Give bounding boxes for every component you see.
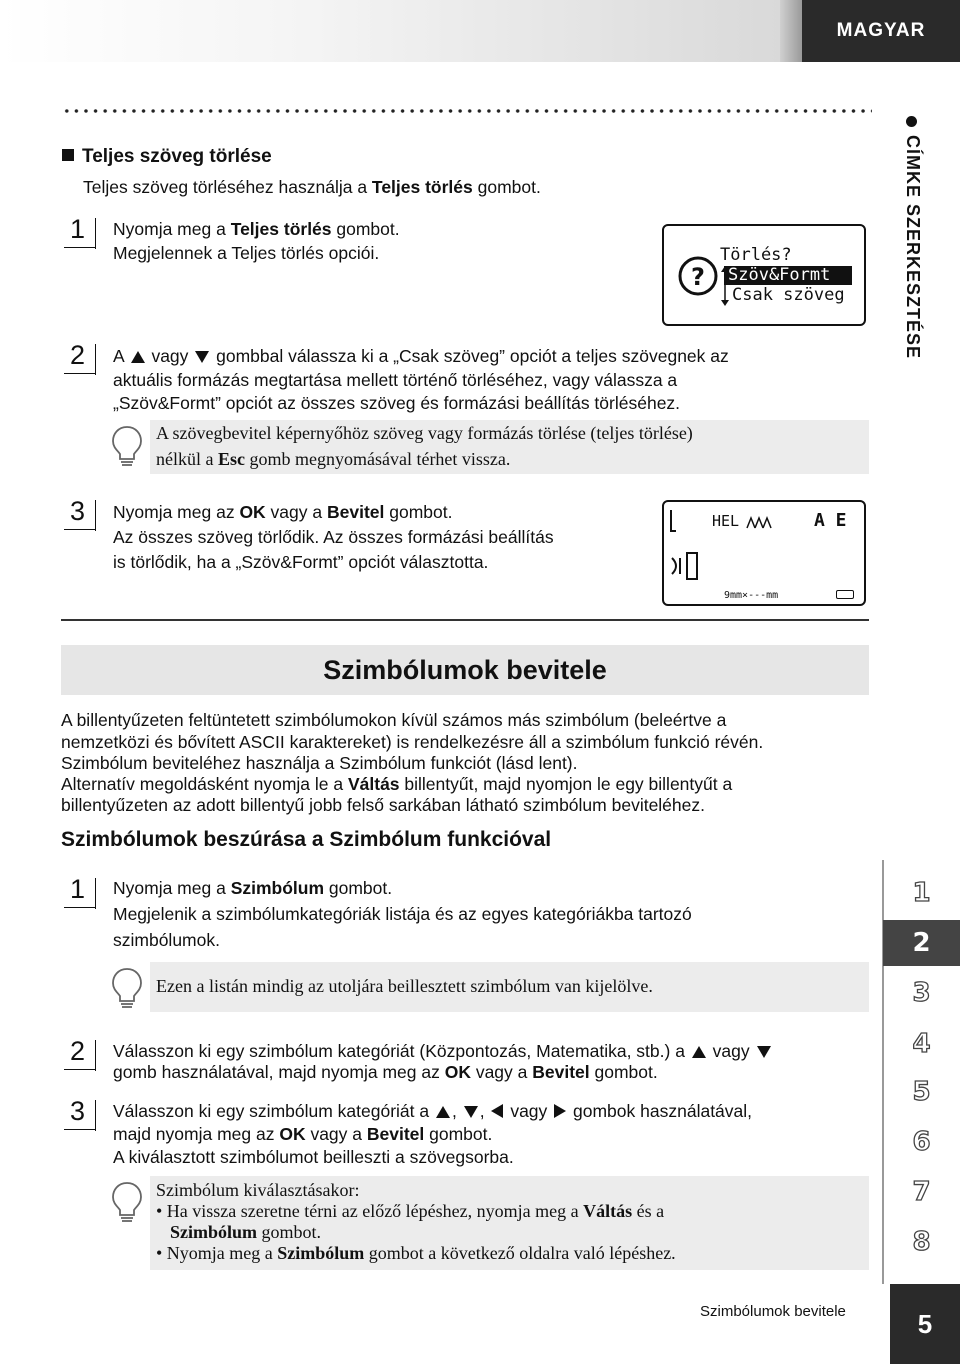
step-1-text-2: Megjelennek a Teljes törlés opciói.	[113, 243, 380, 263]
note-text: Szimbólum kiválasztásakor:	[156, 1180, 360, 1200]
step-3-text: Nyomja meg az OK vagy a Bevitel gombot.	[113, 502, 453, 522]
down-arrow-icon	[757, 1046, 771, 1058]
step-number: 1	[64, 874, 100, 910]
step-1-text-2: Megjelenik a szimbólumkategóriák listája és az egyes kategóriákba tartozó	[113, 904, 692, 924]
lcd-bottom-text: 9mm×---mm	[724, 590, 779, 601]
question-icon	[676, 254, 720, 298]
header-fade	[780, 0, 802, 62]
lcd-top-text: HEL	[712, 512, 740, 530]
language-tab[interactable]: MAGYAR	[802, 0, 960, 62]
step-number: 3	[64, 496, 100, 532]
cursor-icon	[686, 552, 698, 580]
footer-section-name: Szimbólumok bevitele	[700, 1303, 846, 1320]
line-indicator-icon	[670, 556, 682, 576]
header-bar	[0, 0, 780, 62]
paragraph-line: billentyűzeten az adott billentyű jobb felső sarkában látható szimbólum beviteléhez.	[61, 795, 705, 815]
paragraph-line: Alternatív megoldásként nyomja le a Váltás billentyűt, majd nyomjon le egy billentyűt a	[61, 774, 733, 794]
down-arrow-icon	[464, 1106, 478, 1118]
delete-intro: Teljes szöveg törléséhez használja a Teljes törlés gombot.	[83, 177, 541, 197]
section-heading: Szimbólumok bevitele	[61, 645, 869, 695]
lcd-top-right: A E	[814, 510, 847, 531]
chapter-tab-4[interactable]: 4	[912, 1029, 931, 1059]
step-number: 2	[64, 340, 100, 376]
left-arrow-icon	[491, 1104, 503, 1118]
down-arrow-icon	[195, 351, 209, 363]
chapter-tab-8[interactable]: 8	[912, 1227, 931, 1257]
note-text-2: • Ha vissza szeretne térni az előző lépéshez, nyomja meg a Váltás és a	[156, 1201, 665, 1221]
chapter-tab-1[interactable]: 1	[912, 878, 931, 908]
lcd-selected-option: Szöv&Formt	[724, 266, 852, 285]
note-text-3: Szimbólum gombot.	[170, 1222, 322, 1242]
right-arrow-icon	[554, 1104, 566, 1118]
section-side-label: CÍMKE SZERKESZTÉSE	[903, 135, 923, 360]
step-3-text: Válasszon ki egy szimbólum kategóriát a , , vagy gombok használatával,	[113, 1101, 753, 1121]
delete-section-title: Teljes szöveg törlése	[62, 146, 272, 168]
note-text-4: • Nyomja meg a Szimbólum gombot a következő oldalra való lépéshez.	[156, 1243, 676, 1263]
up-arrow-icon	[436, 1106, 450, 1118]
lightbulb-icon	[110, 1180, 144, 1224]
paragraph-line: A billentyűzeten feltüntetett szimbólumokon kívül számos más szimbólum (beleértve a	[61, 710, 727, 730]
svg-text:?: ?	[691, 263, 705, 291]
chapter-tab-7[interactable]: 7	[912, 1177, 931, 1207]
lcd-line-1: Törlés?	[720, 245, 792, 265]
step-2-text-3: „Szöv&Formt” opciót az összes szöveg és formázási beállítás törléséhez.	[113, 393, 681, 413]
square-bullet-icon	[62, 149, 74, 161]
paragraph-line: nemzetközi és bővített ASCII karaktereket) is rendelkezésre áll a szimbólum funkció révén.	[61, 732, 764, 752]
note-text: A szövegbevitel képernyőhöz szöveg vagy formázás törlése (teljes törlése)	[156, 423, 693, 443]
step-1-text-3: szimbólumok.	[113, 930, 220, 950]
chapter-tab-5[interactable]: 5	[912, 1077, 931, 1107]
lcd-option: Csak szöveg	[732, 285, 845, 305]
page-number: 5	[890, 1284, 960, 1364]
step-1-text: Nyomja meg a Teljes törlés gombot.	[113, 219, 400, 239]
note-text-2: nélkül a Esc gomb megnyomásával térhet vissza.	[156, 449, 511, 469]
step-3-text-3: is törlődik, ha a „Szöv&Formt” opciót választotta.	[113, 552, 489, 572]
step-2-text-2: gomb használatával, majd nyomja meg az OK vagy a Bevitel gombot.	[113, 1062, 658, 1082]
step-2-text-2: aktuális formázás megtartása mellett történő törléséhez, vagy válassza a	[113, 370, 678, 390]
chapter-tab-3[interactable]: 3	[912, 978, 931, 1008]
wave-icon	[746, 514, 776, 530]
section-bullet-icon	[906, 116, 917, 127]
step-number: 2	[64, 1036, 100, 1072]
subheading: Szimbólumok beszúrása a Szimbólum funkcióval	[61, 828, 552, 851]
battery-icon	[836, 590, 854, 599]
dotted-divider	[62, 108, 872, 114]
up-arrow-icon	[131, 351, 145, 363]
lcd-screen-text-entry	[662, 500, 866, 606]
chapter-tab-6[interactable]: 6	[912, 1127, 931, 1157]
step-3-text-3: A kiválasztott szimbólumot beilleszti a szövegsorba.	[113, 1147, 514, 1167]
section-rule	[61, 619, 869, 621]
paragraph-line: Szimbólum beviteléhez használja a Szimbólum funkciót (lásd lent).	[61, 753, 578, 773]
step-2-text: A vagy gombbal válassza ki a „Csak szöveg” opciót a teljes szövegnek az	[113, 346, 729, 366]
step-3-text-2: majd nyomja meg az OK vagy a Bevitel gombot.	[113, 1124, 493, 1144]
step-1-text: Nyomja meg a Szimbólum gombot.	[113, 878, 393, 898]
lcd-screen-delete-options	[662, 224, 866, 326]
step-number: 3	[64, 1096, 100, 1132]
chapter-tab-2[interactable]: 2	[883, 920, 960, 966]
updown-arrow-icon	[720, 264, 730, 308]
note-text: Ezen a listán mindig az utoljára beillesztett szimbólum van kijelölve.	[156, 976, 653, 996]
up-arrow-icon	[692, 1046, 706, 1058]
step-3-text-2: Az összes szöveg törlődik. Az összes formázási beállítás	[113, 527, 554, 547]
lightbulb-icon	[110, 424, 144, 468]
step-number: 1	[64, 214, 100, 250]
step-2-text: Válasszon ki egy szimbólum kategóriát (Központozás, Matematika, stb.) a vagy	[113, 1040, 773, 1062]
lightbulb-icon	[110, 966, 144, 1010]
